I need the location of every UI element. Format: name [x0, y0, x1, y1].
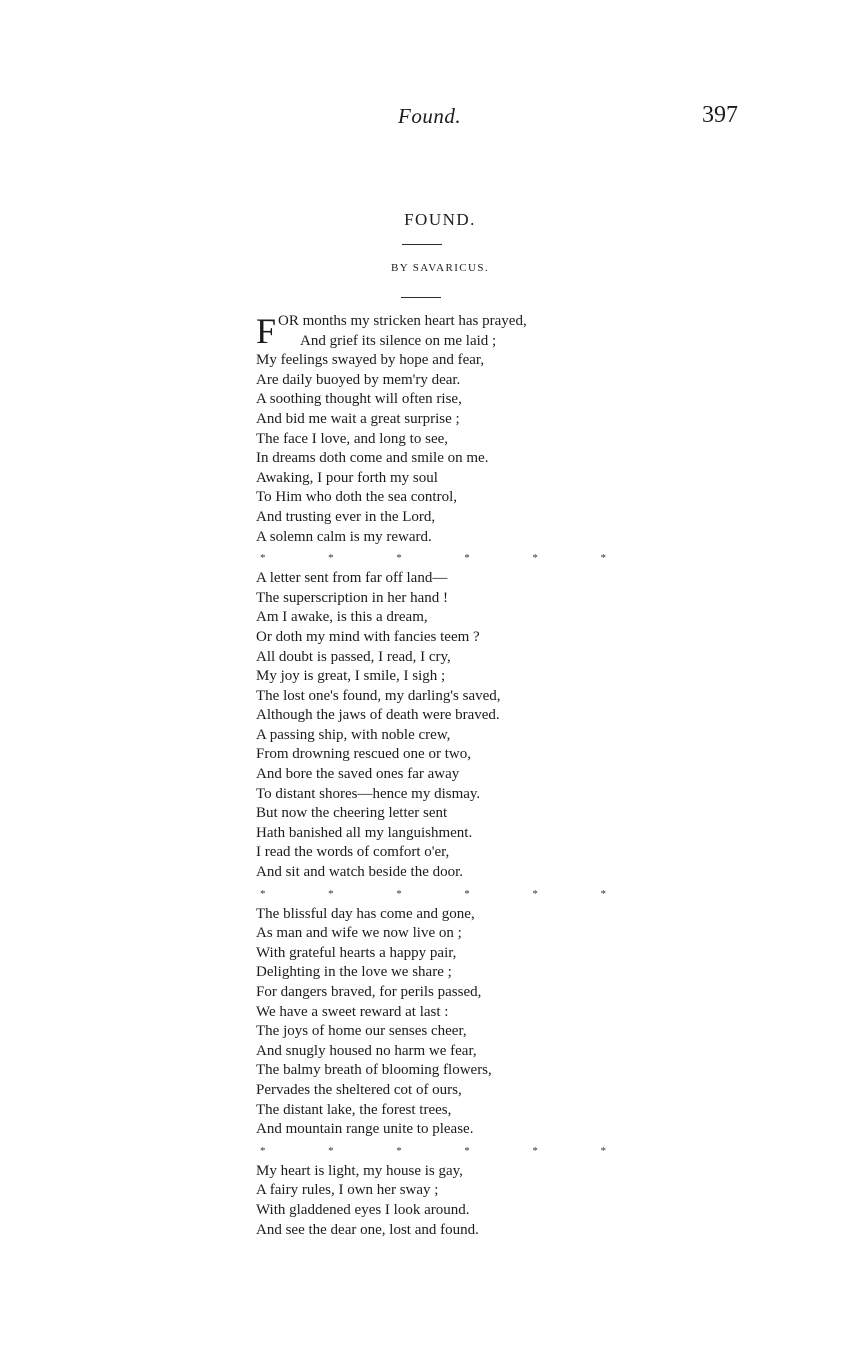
poem-line: From drowning rescued one or two, — [256, 746, 471, 763]
poem-line: A fairy rules, I own her sway ; — [256, 1182, 439, 1199]
asterisk-ornament: * — [260, 552, 266, 565]
stanza — [256, 332, 676, 548]
asterisk-ornament: * — [532, 552, 538, 565]
poem-line: A passing ship, with noble crew, — [256, 726, 451, 743]
poem-line: And mountain range unite to please. — [256, 1121, 474, 1138]
poem-line: The lost one's found, my darling's saved, — [256, 687, 501, 704]
poem-line: Am I awake, is this a dream, — [256, 609, 428, 626]
poem-line: We have a sweet reward at last : — [256, 1003, 449, 1020]
asterisk-ornament: * — [600, 887, 606, 900]
asterisk-ornament: * — [464, 887, 470, 900]
poem-line: In dreams doth come and smile on me. — [256, 450, 489, 467]
poem-line: The distant lake, the forest trees, — [256, 1101, 452, 1118]
poem-line: The face I love, and long to see, — [256, 430, 449, 447]
poem-byline: BY SAVARICUS. — [390, 262, 490, 274]
stanza-separator — [256, 1140, 606, 1162]
poem-line: And sit and watch beside the door. — [256, 864, 464, 881]
asterisk-ornament: * — [600, 552, 606, 565]
drop-cap-initial: F — [256, 311, 277, 351]
asterisk-ornament: * — [464, 552, 470, 565]
title-rule — [402, 244, 442, 245]
poem-line: Awaking, I pour forth my soul — [256, 469, 438, 486]
poem-line: The balmy breath of blooming flowers, — [256, 1062, 492, 1079]
poem-line: And grief its silence on me laid ; — [300, 332, 497, 349]
stanza — [256, 1162, 676, 1240]
poem-line: I read the words of comfort o'er, — [256, 844, 450, 861]
poem-line: A soothing thought will often rise, — [256, 391, 462, 408]
poem-title: FOUND. — [404, 210, 476, 229]
asterisk-ornament: * — [396, 1144, 402, 1157]
poem-line: And bore the saved ones far away — [256, 766, 460, 783]
asterisk-ornament: * — [260, 1144, 266, 1157]
poem-line: And snugly housed no harm we fear, — [256, 1042, 477, 1059]
poem-line: The blissful day has come and gone, — [256, 905, 475, 922]
poem-line: But now the cheering letter sent — [256, 805, 448, 822]
first-line-text: OR months my stricken heart has prayed, — [278, 313, 527, 329]
poem-line: And see the dear one, lost and found. — [256, 1221, 479, 1238]
poem-stanzas — [256, 332, 676, 1241]
poem-line: For dangers braved, for perils passed, — [256, 984, 482, 1000]
poem-line: With grateful hearts a happy pair, — [256, 944, 457, 961]
running-head — [0, 104, 866, 134]
stanza-separator — [256, 547, 606, 569]
poem-line: And trusting ever in the Lord, — [256, 508, 436, 525]
poem-line: Or doth my mind with fancies teem ? — [256, 628, 480, 645]
stanza — [256, 905, 676, 1140]
poem-line: With gladdened eyes I look around. — [256, 1201, 470, 1218]
asterisk-ornament: * — [532, 887, 538, 900]
asterisk-ornament: * — [328, 1144, 334, 1157]
byline-rule — [401, 297, 441, 298]
poem-line: A solemn calm is my reward. — [256, 528, 432, 545]
poem-line: My joy is great, I smile, I sigh ; — [256, 668, 446, 685]
asterisk-ornament: * — [328, 887, 334, 900]
poem-line: The superscription in her hand ! — [256, 589, 449, 606]
poem-line: My heart is light, my house is gay, — [256, 1162, 463, 1179]
poem-line: To distant shores—hence my dismay. — [256, 785, 481, 802]
poem-line: And bid me wait a great surprise ; — [256, 410, 460, 427]
poem-line: To Him who doth the sea control, — [256, 489, 457, 506]
asterisk-ornament: * — [600, 1144, 606, 1157]
asterisk-ornament: * — [260, 887, 266, 900]
asterisk-ornament: * — [396, 552, 402, 565]
poem-line: My feelings swayed by hope and fear, — [256, 352, 485, 369]
poem-line: Although the jaws of death were braved. — [256, 707, 500, 724]
poem-line: Pervades the sheltered cot of ours, — [256, 1081, 462, 1098]
poem-line: Delighting in the love we share ; — [256, 964, 452, 981]
page-number: 397 — [702, 102, 738, 128]
poem-line: Are daily buoyed by mem'ry dear. — [256, 371, 461, 388]
stanza-separator — [256, 883, 606, 905]
asterisk-ornament: * — [532, 1144, 538, 1157]
running-title: Found. — [398, 104, 462, 128]
stanza — [256, 569, 676, 883]
asterisk-ornament: * — [328, 552, 334, 565]
poem-line: As man and wife we now live on ; — [256, 925, 462, 942]
asterisk-ornament: * — [464, 1144, 470, 1157]
poem-line: A letter sent from far off land— — [256, 570, 448, 587]
poem-line: Hath banished all my languishment. — [256, 824, 473, 841]
poem-line: All doubt is passed, I read, I cry, — [256, 648, 451, 665]
asterisk-ornament: * — [396, 887, 402, 900]
poem-body — [256, 312, 676, 1240]
poem-line: The joys of home our senses cheer, — [256, 1023, 467, 1040]
